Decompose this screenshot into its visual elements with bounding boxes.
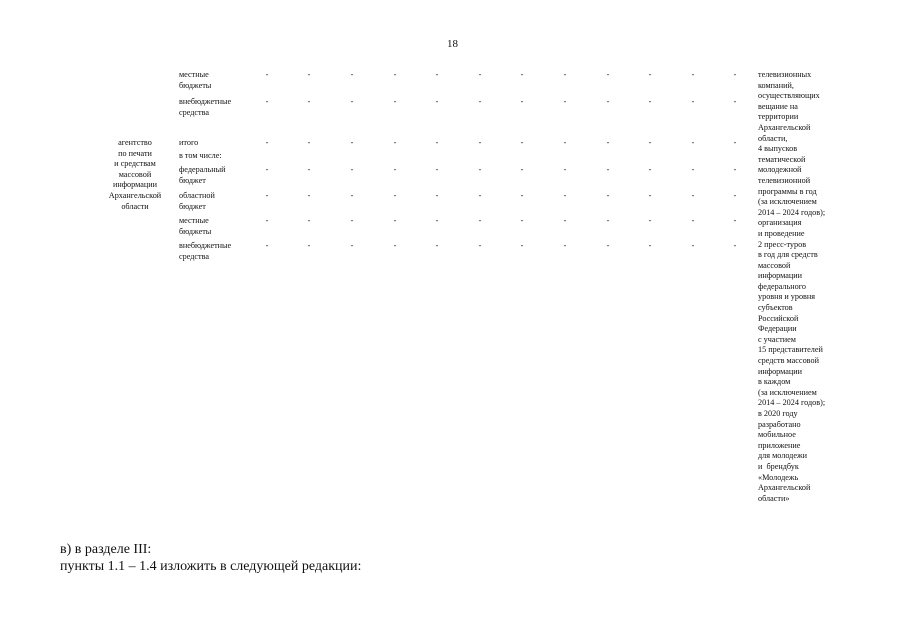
table-cell-dash: - [393,216,397,225]
table-cell-dash: - [733,216,737,225]
table-cell-dash: - [733,138,737,147]
row-label: федеральный бюджет [179,165,226,185]
table-cell-dash: - [733,97,737,106]
row-label: итого [179,138,199,147]
table-cell-dash: - [648,191,652,200]
row-label: местные бюджеты [179,70,212,90]
table-cell-dash: - [350,97,354,106]
table-cell-dash: - [393,191,397,200]
table-cell-dash: - [563,191,567,200]
instruction-line: пункты 1.1 – 1.4 изложить в следующей редакции: [60,559,362,574]
row-label: местные бюджеты [179,216,212,236]
table-cell-dash: - [606,165,610,174]
table-cell-dash: - [563,70,567,79]
table-cell-dash: - [435,165,439,174]
table-cell-dash: - [520,97,524,106]
table-cell-dash: - [648,165,652,174]
table-cell-dash: - [350,191,354,200]
table-cell-dash: - [435,138,439,147]
table-cell-dash: - [393,241,397,250]
table-cell-dash: - [435,70,439,79]
table-cell-dash: - [648,97,652,106]
table-cell-dash: - [648,138,652,147]
section-reference: в) в разделе III: [60,542,152,557]
table-cell-dash: - [606,216,610,225]
table-cell-dash: - [606,241,610,250]
table-cell-dash: - [648,70,652,79]
table-cell-dash: - [691,70,695,79]
table-cell-dash: - [691,165,695,174]
table-cell-dash: - [478,191,482,200]
table-cell-dash: - [307,97,311,106]
table-cell-dash: - [350,216,354,225]
table-cell-dash: - [563,216,567,225]
table-cell-dash: - [563,165,567,174]
table-cell-dash: - [648,216,652,225]
table-cell-dash: - [435,216,439,225]
table-cell-dash: - [478,138,482,147]
table-cell-dash: - [520,70,524,79]
table-cell-dash: - [478,165,482,174]
result-description: телевизионных компаний, осуществляющих вещание на территории Архангельской области, 4 выпусков тематической молодежной телевизионной программы в год (за исключением 2014 – 2024 годов); организация и проведение 2 пресс-туров в год для средств массовой информации федерального уровня и уровня субъектов Российской Федерации с участием 15 представителей средств массовой информации в каждом (за исключением 2014 – 2024 годов); в 2020 году разработано мобильное приложение для молодежи и брендбук «Молодежь Архангельской области» [758,70,826,503]
table-cell-dash: - [393,97,397,106]
table-cell-dash: - [563,138,567,147]
row-label: в том числе: [179,151,222,160]
table-cell-dash: - [307,138,311,147]
table-cell-dash: - [733,241,737,250]
table-cell-dash: - [307,191,311,200]
table-cell-dash: - [606,191,610,200]
table-cell-dash: - [691,97,695,106]
table-cell-dash: - [350,138,354,147]
table-cell-dash: - [478,216,482,225]
table-cell-dash: - [563,241,567,250]
table-cell-dash: - [691,191,695,200]
table-cell-dash: - [733,191,737,200]
table-cell-dash: - [350,70,354,79]
table-cell-dash: - [606,97,610,106]
table-cell-dash: - [265,241,269,250]
row-label: областной бюджет [179,191,215,211]
row-label: внебюджетные средства [179,97,232,117]
table-cell-dash: - [563,97,567,106]
table-cell-dash: - [691,241,695,250]
table-cell-dash: - [520,191,524,200]
table-cell-dash: - [265,165,269,174]
table-cell-dash: - [265,191,269,200]
table-cell-dash: - [265,138,269,147]
table-cell-dash: - [265,216,269,225]
table-cell-dash: - [435,191,439,200]
table-cell-dash: - [350,165,354,174]
table-cell-dash: - [691,138,695,147]
table-cell-dash: - [393,165,397,174]
table-cell-dash: - [520,138,524,147]
table-cell-dash: - [733,70,737,79]
table-cell-dash: - [435,97,439,106]
table-cell-dash: - [350,241,354,250]
row-label: внебюджетные средства [179,241,232,261]
table-cell-dash: - [478,241,482,250]
table-cell-dash: - [478,97,482,106]
table-cell-dash: - [265,70,269,79]
table-cell-dash: - [606,138,610,147]
table-cell-dash: - [648,241,652,250]
table-cell-dash: - [307,216,311,225]
table-cell-dash: - [733,165,737,174]
table-cell-dash: - [435,241,439,250]
table-cell-dash: - [691,216,695,225]
table-cell-dash: - [307,241,311,250]
table-cell-dash: - [520,241,524,250]
page-number: 18 [447,38,458,50]
agency-name: агентство по печати и средствам массовой информации Архангельской области [108,138,162,211]
table-cell-dash: - [478,70,482,79]
table-cell-dash: - [520,216,524,225]
table-cell-dash: - [265,97,269,106]
table-cell-dash: - [393,138,397,147]
table-cell-dash: - [606,70,610,79]
table-cell-dash: - [307,70,311,79]
table-cell-dash: - [520,165,524,174]
table-cell-dash: - [307,165,311,174]
table-cell-dash: - [393,70,397,79]
